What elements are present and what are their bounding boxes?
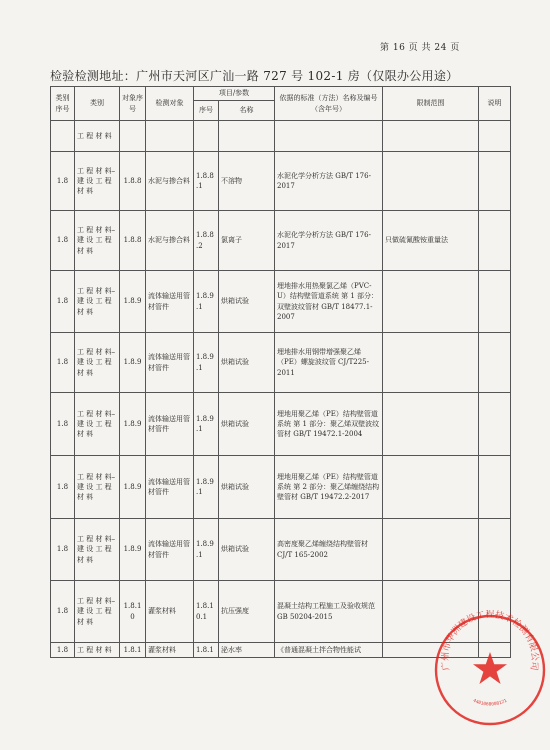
cell-category: 工 程 材 料–建 设 工 程 材 料: [75, 333, 120, 393]
cell-category-no: 1.8: [51, 333, 75, 393]
address-line: 检验检测地址：广州市天河区广汕一路 727 号 102-1 房（仅限办公用途）: [50, 69, 459, 83]
cell-category: 工 程 材 料–建 设 工 程 材 料: [75, 152, 120, 211]
cell-object-no: 1.8.9: [120, 333, 146, 393]
cell-object: 水泥与掺合料: [146, 152, 194, 211]
cell-category-no: 1.8: [51, 271, 75, 333]
header-limit: 限制范围: [383, 87, 479, 121]
cell-category: 工 程 材 料–建 设 工 程 材 料: [75, 519, 120, 581]
cell-object: 流体输送用管材管件: [146, 519, 194, 581]
cell-name: [219, 121, 275, 152]
header-name: 名称: [219, 101, 275, 121]
cell-name: 氯离子: [219, 211, 275, 271]
cell-sequence: 1.8.8 .1: [194, 152, 219, 211]
cell-limit: [383, 333, 479, 393]
table-row: [51, 121, 511, 152]
cell-sequence: 1.8.9 .1: [194, 393, 219, 456]
cell-object: 流体输送用管材管件: [146, 393, 194, 456]
cell-name: 烘箱试验: [219, 393, 275, 456]
cell-note: [479, 333, 511, 393]
cell-object-no: 1.8.1: [120, 643, 146, 658]
cell-category-no: 1.8: [51, 519, 75, 581]
cell-category: 工 程 材 料–建 设 工 程 材 料: [75, 211, 120, 271]
table-row: [51, 519, 511, 581]
cell-object: [146, 121, 194, 152]
cell-limit: [383, 121, 479, 152]
cell-limit: [383, 519, 479, 581]
scope-table: [50, 86, 511, 658]
cell-standard: 埋地用聚乙烯（PE）结构壁管道系统 第 2 部分：聚乙烯缠绕结构壁管材 GB/T 19472.2-2017: [275, 456, 383, 519]
cell-standard: 埋地排水用热聚氯乙烯（PVC-U）结构壁管道系统 第 1 部分：双壁波纹管材 GB/T 18477.1-2007: [275, 271, 383, 333]
cell-object-no: 1.8.9: [120, 393, 146, 456]
cell-object: 流体输送用管材管件: [146, 456, 194, 519]
cell-standard: 《普通混凝土拌合物性能试: [275, 643, 383, 658]
header-category: 类别: [75, 87, 120, 121]
cell-name: 烘箱试验: [219, 271, 275, 333]
cell-object: 灌浆材料: [146, 581, 194, 643]
cell-standard: 水泥化学分析方法 GB/T 176-2017: [275, 152, 383, 211]
header-parameter-group: 项目/参数: [194, 87, 275, 101]
cell-sequence: 1.8.1 0.1: [194, 581, 219, 643]
cell-category-no: 1.8: [51, 643, 75, 658]
header-sequence: 序号: [194, 101, 219, 121]
cell-object-no: 1.8.9: [120, 456, 146, 519]
cell-category-no: 1.8: [51, 456, 75, 519]
header-standard: 依据的标准（方法）名称及编号（含年号）: [275, 87, 383, 121]
cell-category-no: 1.8: [51, 152, 75, 211]
table-row: [51, 152, 511, 211]
cell-object: 灌浆材料: [146, 643, 194, 658]
table-row: [51, 211, 511, 271]
cell-name: 烘箱试验: [219, 456, 275, 519]
cell-category: 工 程 材 料–建 设 工 程 材 料: [75, 271, 120, 333]
cell-object-no: 1.8.1 0: [120, 581, 146, 643]
cell-category-no: 1.8: [51, 211, 75, 271]
cell-category: 工 程 材 料–建 设 工 程 材 料: [75, 393, 120, 456]
table-row: [51, 333, 511, 393]
cell-category: 工 程 材 料: [75, 121, 120, 152]
cell-note: [479, 121, 511, 152]
cell-standard: 埋地排水用钢带增强聚乙烯（PE）螺旋波纹管 CJ/T225-2011: [275, 333, 383, 393]
cell-object: 流体输送用管材管件: [146, 271, 194, 333]
cell-object-no: 1.8.9: [120, 519, 146, 581]
cell-limit: [383, 152, 479, 211]
cell-standard: [275, 121, 383, 152]
cell-category: 工 程 材 料–建 设 工 程 材 料: [75, 581, 120, 643]
cell-sequence: 1.8.1: [194, 643, 219, 658]
cell-note: [479, 211, 511, 271]
cell-limit: [383, 456, 479, 519]
cell-limit: 只做硫氰酸铵重量法: [383, 211, 479, 271]
cell-name: 烘箱试验: [219, 519, 275, 581]
seal-star-icon: [473, 652, 507, 684]
svg-text:4401060008121: [472, 698, 508, 708]
cell-standard: 混凝土结构工程施工及验收规范 GB 50204-2015: [275, 581, 383, 643]
cell-object-no: 1.8.8: [120, 211, 146, 271]
cell-sequence: 1.8.9 .1: [194, 519, 219, 581]
header-object: 检测对象: [146, 87, 194, 121]
cell-standard: 埋地用聚乙烯（PE）结构壁管道系统 第 1 部分：聚乙烯双壁波纹管材 GB/T 19472.1-2004: [275, 393, 383, 456]
cell-object-no: 1.8.8: [120, 152, 146, 211]
cell-category: 工 程 材 料–建 设 工 程 材 料: [75, 456, 120, 519]
cell-limit: [383, 393, 479, 456]
seal-text: 广州市华洲建设工程技术检测有限公司: [440, 610, 540, 672]
cell-standard: 高密度聚乙烯缠绕结构壁管材 CJ/T 165-2002: [275, 519, 383, 581]
page-number: 第 16 页 共 24 页: [380, 43, 460, 53]
cell-limit: [383, 271, 479, 333]
cell-note: [479, 393, 511, 456]
cell-name: 泌水率: [219, 643, 275, 658]
cell-object: 流体输送用管材管件: [146, 333, 194, 393]
table-row: [51, 393, 511, 456]
cell-note: [479, 271, 511, 333]
cell-category: 工 程 材 料: [75, 643, 120, 658]
cell-sequence: 1.8.8 .2: [194, 211, 219, 271]
cell-note: [479, 519, 511, 581]
seal-code: 4401060008121: [472, 698, 508, 708]
header-object-no: 对象序号: [120, 87, 146, 121]
cell-category-no: [51, 121, 75, 152]
cell-name: 抗压强度: [219, 581, 275, 643]
header-note: 说明: [479, 87, 511, 121]
cell-name: 烘箱试验: [219, 333, 275, 393]
cell-sequence: [194, 121, 219, 152]
cell-name: 不溶物: [219, 152, 275, 211]
company-seal: [430, 610, 550, 730]
table-row: [51, 271, 511, 333]
cell-object-no: 1.8.9: [120, 271, 146, 333]
cell-category-no: 1.8: [51, 581, 75, 643]
table-row: [51, 456, 511, 519]
header-category-no: 类别序号: [51, 87, 75, 121]
cell-sequence: 1.8.9 .1: [194, 456, 219, 519]
cell-sequence: 1.8.9 .1: [194, 333, 219, 393]
cell-note: [479, 152, 511, 211]
cell-object-no: [120, 121, 146, 152]
cell-sequence: 1.8.9 .1: [194, 271, 219, 333]
cell-standard: 水泥化学分析方法 GB/T 176-2017: [275, 211, 383, 271]
cell-category-no: 1.8: [51, 393, 75, 456]
cell-note: [479, 456, 511, 519]
cell-object: 水泥与掺合料: [146, 211, 194, 271]
